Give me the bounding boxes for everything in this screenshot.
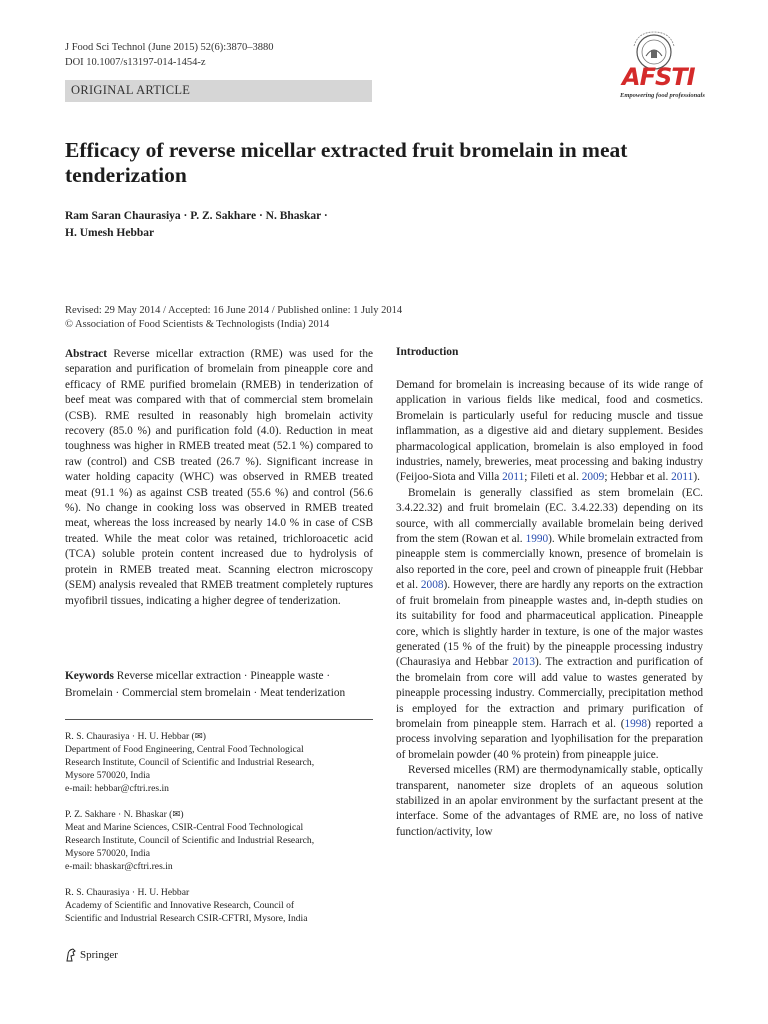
author-line: Ram Saran Chaurasiya · P. Z. Sakhare · N. Bhaskar · xyxy=(65,210,328,222)
citation-link[interactable]: 2011 xyxy=(671,471,694,484)
logo-tagline: Empowering food professionals xyxy=(620,92,705,99)
intro-paragraph: Bromelain is generally classified as stem bromelain (EC. 3.4.22.32) and fruit bromelain (EC. 3.4.22.33) depending on its source, with all commercially available bromelain being derived from the stem (Rowan et al. 1990). While bromelain extracted from pineapple stem is commercially known, presence of bromelain is also reported in the core, peel and crown of pineapple fruit (Hebbar et al. 2008). However, there are hardly any reports on the extraction of fruit bromelain from pineapple wastes and, in-depth studies on its suitability for food and pharmaceutical application. Pineapple core, which is slightly harder in texture, is one of the major wastes generated (15 % of the fruit) by the pineapple processing industry (Chaurasiya and Hebbar 2013). The extraction and purification of the bromelain from core will add value to wastes generated by pineapple processing industry. Commercially, precipitation method is employed for the extraction and primary purification of bromelain from pineapple stem. Harrach et al. (1998) reported a process involving separation and lyophilisation for the preparation of bromelain powder (40 % protein) from pineapple juice. xyxy=(396,486,704,761)
affiliation-line: Mysore 570020, India xyxy=(65,770,150,781)
dates-line: Revised: 29 May 2014 / Accepted: 16 June 2014 / Published online: 1 July 2014 xyxy=(65,305,403,316)
abstract-text: Reverse micellar extraction (RME) was used for the separation and purification of bromelain from pineapple core and efficacy of RME purified bromelain (RMEB) in tenderization of beef meat was compared with that of commercial stem bromelain (CSB). RME resulted in reasonably high bromelain activity recovery (85.0 %) and purification fold (4.0). Reduction in meat toughness was higher in RMEB treated meat (52.1 %) compared to raw (control) and CSB treated (26.7 %). Significant increase in water holding capacity (WHC) was observed in RMEB treated meat (91.1 %) as against CSB treated (55.6 %) and control (56.6 %). No change in cooking loss was observed in RMEB treated meat, whereas the loss increased by nearly 14.0 % in case of CSB treated. While the meat color was retained, trichloroacetic acid (TCA) soluble protein content increased due to hydrolysis of protein in RMEB treated meat. Scanning electron microscopy (SEM) analysis revealed that RMEB treatment completely ruptures myofibril tissues, indicating a higher degree of tenderization. xyxy=(65,348,373,607)
article-title: Efficacy of reverse micellar extracted fruit bromelain in meat tenderization xyxy=(65,138,628,187)
affiliation-line: Meat and Marine Sciences, CSIR-Central Food Technological xyxy=(65,822,304,833)
introduction-body xyxy=(396,378,703,840)
article-type-banner: ORIGINAL ARTICLE xyxy=(65,80,372,102)
affiliation-line: Scientific and Industrial Research CSIR-CFTRI, Mysore, India xyxy=(65,913,308,924)
abstract-label: Abstract xyxy=(65,348,108,360)
affiliation-names: R. S. Chaurasiya · H. U. Hebbar xyxy=(65,887,190,898)
author-list xyxy=(65,208,395,242)
citation-link[interactable]: 2008 xyxy=(420,579,444,592)
citation-link[interactable]: 2013 xyxy=(512,656,536,669)
abstract-section xyxy=(65,347,373,609)
affiliation-line: Mysore 570020, India xyxy=(65,848,150,859)
publication-dates xyxy=(65,304,545,332)
affiliation-block xyxy=(65,886,373,925)
afsti-logo xyxy=(612,26,708,106)
intro-paragraph: Reversed micelles (RM) are thermodynamically stable, optically transparent, nanometer size droplets of an aqueous solution stabilized in an apolar environment by the surfactant present at the interface. Some of the advantages of RME are, no loss of native function/activity, low xyxy=(396,764,703,838)
logo-wordmark: AFSTI xyxy=(622,63,695,91)
doi: DOI 10.1007/s13197-014-1454-z xyxy=(65,57,206,68)
publisher-name: Springer xyxy=(80,949,118,961)
introduction-heading: Introduction xyxy=(396,346,459,358)
citation-link[interactable]: 1998 xyxy=(624,717,648,730)
citation-link[interactable]: 1990 xyxy=(525,533,549,546)
keywords-label: Keywords xyxy=(65,670,114,682)
affiliation-email[interactable]: e-mail: bhaskar@cftri.res.in xyxy=(65,861,173,872)
copyright-line: © Association of Food Scientists & Technologists (India) 2014 xyxy=(65,319,330,330)
affiliation-divider xyxy=(65,719,373,720)
affiliation-line: Department of Food Engineering, Central Food Technological xyxy=(65,744,304,755)
intro-paragraph: Demand for bromelain is increasing because of its wide range of application in various fields like medical, food and cosmetics. Bromelain is particularly useful for reducing muscle and tissue inflammation, as a digestive aid and dietary supplement. Besides pharmacological application, bromelain is also employed in food industries, namely, breweries, meat processing and baking industry (Feijoo-Siota and Villa 2011; Fileti et al. 2009; Hebbar et al. 2011). xyxy=(396,379,703,484)
affiliation-block xyxy=(65,730,373,795)
affiliation-line: Research Institute, Council of Scientific and Industrial Research, xyxy=(65,757,315,768)
affiliation-names: P. Z. Sakhare · N. Bhaskar (✉) xyxy=(65,809,184,820)
citation-link[interactable]: 2009 xyxy=(581,471,605,484)
author-line: H. Umesh Hebbar xyxy=(65,227,155,239)
affiliation-names: R. S. Chaurasiya · H. U. Hebbar (✉) xyxy=(65,731,206,742)
keywords-text: Reverse micellar extraction · Pineapple waste · Bromelain · Commercial stem bromelain · Meat tenderization xyxy=(65,670,346,699)
springer-horse-icon xyxy=(65,948,77,962)
affiliation-email[interactable]: e-mail: hebbar@cftri.res.in xyxy=(65,783,169,794)
keywords-section xyxy=(65,668,373,701)
affiliation-line: Research Institute, Council of Scientific and Industrial Research, xyxy=(65,835,315,846)
affiliation-block xyxy=(65,808,373,873)
affiliation-line: Academy of Scientific and Innovative Research, Council of xyxy=(65,900,295,911)
publisher-footer xyxy=(65,948,118,962)
journal-citation: J Food Sci Technol (June 2015) 52(6):3870–3880 xyxy=(65,42,274,53)
citation-link[interactable]: 2011 xyxy=(502,471,525,484)
